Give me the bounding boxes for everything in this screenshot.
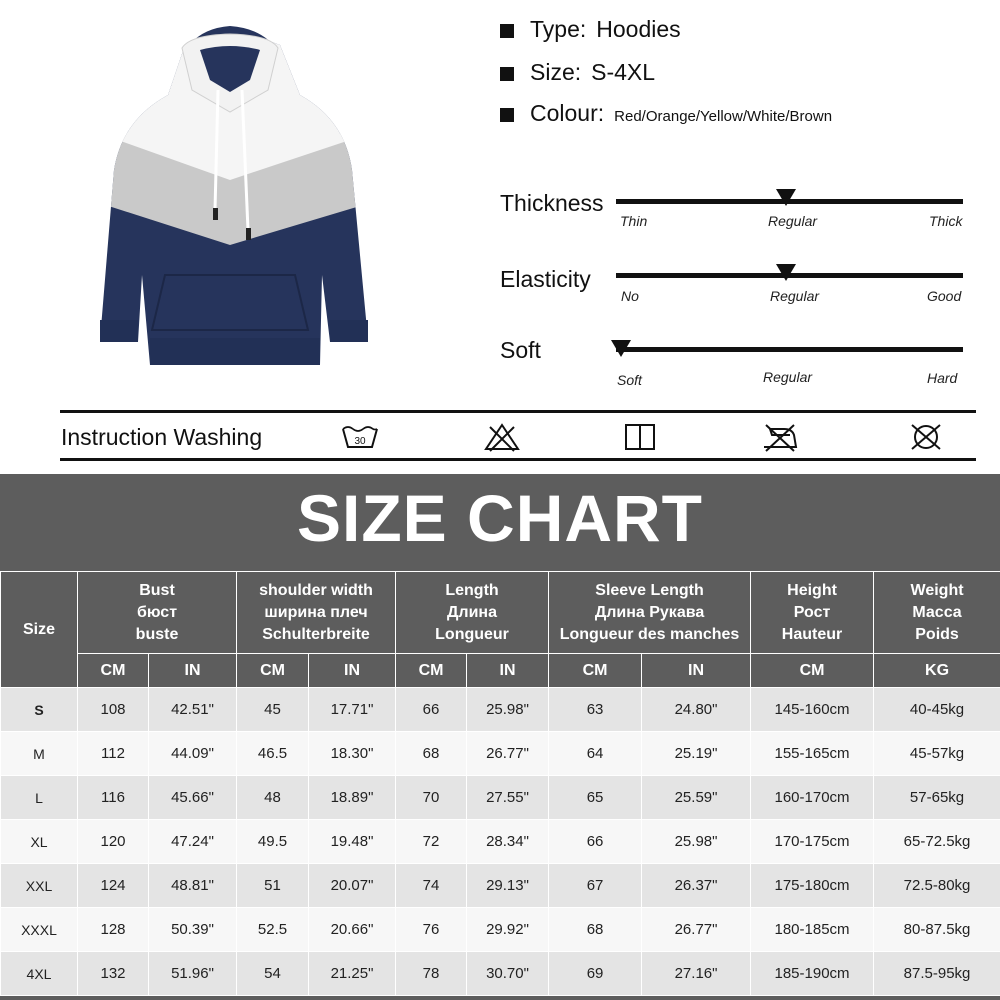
table-row xyxy=(1,908,1000,952)
header-size: Size xyxy=(1,572,78,688)
unit-header-cell: IN xyxy=(149,654,237,688)
table-cell: 74 xyxy=(396,864,467,908)
table-cell: 21.25" xyxy=(309,952,396,996)
size-cell: 4XL xyxy=(1,952,78,996)
unit-header-cell: IN xyxy=(642,654,751,688)
table-cell: 65-72.5kg xyxy=(874,820,1000,864)
unit-header-row xyxy=(1,654,1000,688)
header-length-en: Length xyxy=(445,581,499,599)
scale-soft-max: Hard xyxy=(927,370,958,386)
header-height-fr: Hauteur xyxy=(781,625,843,643)
spec-type-value: Hoodies xyxy=(596,16,681,42)
scale-thickness-name: Thickness xyxy=(500,190,604,216)
table-row xyxy=(1,952,1000,996)
spec-type xyxy=(500,16,681,43)
spec-colour-value: Red/Orange/Yellow/White/Brown xyxy=(614,108,833,125)
table-cell: 26.77" xyxy=(467,732,549,776)
header-shoulder-ru: ширина плеч xyxy=(264,603,368,621)
line-dry-icon xyxy=(620,421,660,453)
table-cell: 120 xyxy=(78,820,149,864)
no-bleach-icon xyxy=(482,421,522,453)
header-sleeve-ru: Длина Рукава xyxy=(594,603,705,621)
scale-elasticity-max: Good xyxy=(927,288,962,304)
header-bust-fr: buste xyxy=(135,625,179,643)
table-cell: 116 xyxy=(78,776,149,820)
scale-elasticity-marker xyxy=(776,264,796,281)
unit-header-cell: CM xyxy=(237,654,309,688)
header-weight-ru: Масса xyxy=(912,603,962,621)
scale-soft-name: Soft xyxy=(500,337,541,363)
scale-thickness-mid: Regular xyxy=(768,213,818,229)
header-height xyxy=(751,572,874,654)
table-row xyxy=(1,688,1000,732)
table-cell: 48.81" xyxy=(149,864,237,908)
spec-colour-label: Colour: xyxy=(530,100,605,126)
table-cell: 108 xyxy=(78,688,149,732)
table-cell: 67 xyxy=(549,864,642,908)
table-cell: 29.13" xyxy=(467,864,549,908)
header-height-en: Height xyxy=(787,581,837,599)
table-cell: 49.5 xyxy=(237,820,309,864)
table-cell: 27.16" xyxy=(642,952,751,996)
table-cell: 44.09" xyxy=(149,732,237,776)
table-cell: 70 xyxy=(396,776,467,820)
header-bust-en: Bust xyxy=(139,581,175,599)
table-cell: 20.07" xyxy=(309,864,396,908)
bullet-square xyxy=(500,24,514,38)
table-cell: 68 xyxy=(549,908,642,952)
header-shoulder xyxy=(237,572,396,654)
scale-soft-min: Soft xyxy=(617,372,642,388)
scale-soft-marker xyxy=(611,340,631,357)
table-row xyxy=(1,820,1000,864)
table-cell: 51.96" xyxy=(149,952,237,996)
table-cell: 45.66" xyxy=(149,776,237,820)
no-dryclean-icon xyxy=(906,421,946,453)
unit-header-cell: CM xyxy=(396,654,467,688)
hoodie-product-image xyxy=(90,20,380,370)
unit-header-cell: CM xyxy=(751,654,874,688)
size-cell: S xyxy=(1,688,78,732)
table-cell: 51 xyxy=(237,864,309,908)
table-cell: 42.51" xyxy=(149,688,237,732)
table-cell: 66 xyxy=(396,688,467,732)
unit-header-cell: KG xyxy=(874,654,1000,688)
table-cell: 30.70" xyxy=(467,952,549,996)
scale-elasticity-name: Elasticity xyxy=(500,266,591,292)
wash-instruction-label: Instruction Washing xyxy=(61,424,263,450)
table-cell: 145-160cm xyxy=(751,688,874,732)
spec-size-label: Size: xyxy=(530,59,582,85)
scale-soft-line xyxy=(616,347,963,352)
table-cell: 185-190cm xyxy=(751,952,874,996)
spec-type-label: Type: xyxy=(530,16,587,42)
wash-bottom-rule xyxy=(60,458,976,461)
unit-header-cell: IN xyxy=(467,654,549,688)
header-height-ru: Рост xyxy=(793,603,831,621)
spec-size-value: S-4XL xyxy=(591,59,656,85)
table-cell: 175-180cm xyxy=(751,864,874,908)
unit-header-cell: CM xyxy=(78,654,149,688)
size-chart-table xyxy=(0,571,1000,996)
table-cell: 48 xyxy=(237,776,309,820)
header-bust xyxy=(78,572,237,654)
bullet-square xyxy=(500,108,514,122)
table-cell: 20.66" xyxy=(309,908,396,952)
table-cell: 40-45kg xyxy=(874,688,1000,732)
table-cell: 87.5-95kg xyxy=(874,952,1000,996)
table-cell: 54 xyxy=(237,952,309,996)
header-shoulder-en: shoulder width xyxy=(259,581,373,599)
table-cell: 80-87.5kg xyxy=(874,908,1000,952)
table-cell: 29.92" xyxy=(467,908,549,952)
size-cell: XXXL xyxy=(1,908,78,952)
table-cell: 63 xyxy=(549,688,642,732)
spec-colour xyxy=(500,100,832,127)
table-cell: 57-65kg xyxy=(874,776,1000,820)
table-cell: 18.89" xyxy=(309,776,396,820)
wash-30-icon xyxy=(340,421,380,453)
table-cell: 45 xyxy=(237,688,309,732)
table-cell: 50.39" xyxy=(149,908,237,952)
table-cell: 69 xyxy=(549,952,642,996)
size-chart-title: SIZE CHART xyxy=(297,481,703,555)
scale-thickness-max: Thick xyxy=(929,213,963,229)
table-cell: 52.5 xyxy=(237,908,309,952)
header-weight-fr: Poids xyxy=(915,625,959,643)
scale-elasticity-min: No xyxy=(621,288,639,304)
table-cell: 78 xyxy=(396,952,467,996)
header-sleeve-fr: Longueur des manches xyxy=(559,625,740,643)
table-cell: 112 xyxy=(78,732,149,776)
size-cell: L xyxy=(1,776,78,820)
table-cell: 26.77" xyxy=(642,908,751,952)
table-cell: 25.19" xyxy=(642,732,751,776)
spec-size xyxy=(500,59,655,86)
table-cell: 76 xyxy=(396,908,467,952)
table-row xyxy=(1,732,1000,776)
table-cell: 28.34" xyxy=(467,820,549,864)
table-cell: 65 xyxy=(549,776,642,820)
table-cell: 46.5 xyxy=(237,732,309,776)
header-sleeve-en: Sleeve Length xyxy=(595,581,704,599)
table-cell: 72 xyxy=(396,820,467,864)
scale-thickness-marker xyxy=(776,189,796,206)
wash-top-rule xyxy=(60,410,976,413)
header-weight xyxy=(874,572,1000,654)
table-cell: 25.98" xyxy=(642,820,751,864)
header-length xyxy=(396,572,549,654)
no-iron-icon xyxy=(760,421,800,453)
scale-elasticity-mid: Regular xyxy=(770,288,820,304)
unit-header-cell: CM xyxy=(549,654,642,688)
table-cell: 132 xyxy=(78,952,149,996)
table-cell: 45-57kg xyxy=(874,732,1000,776)
table-cell: 68 xyxy=(396,732,467,776)
header-length-ru: Длина xyxy=(447,603,497,621)
header-length-fr: Longueur xyxy=(435,625,509,643)
table-cell: 24.80" xyxy=(642,688,751,732)
table-cell: 124 xyxy=(78,864,149,908)
scale-soft-mid: Regular xyxy=(763,369,813,385)
wash-temp-text: 30 xyxy=(354,436,366,447)
table-row xyxy=(1,776,1000,820)
header-weight-en: Weight xyxy=(910,581,964,599)
header-bust-ru: бюст xyxy=(136,603,178,621)
table-cell: 155-165cm xyxy=(751,732,874,776)
table-cell: 25.98" xyxy=(467,688,549,732)
table-cell: 17.71" xyxy=(309,688,396,732)
size-chart-body xyxy=(1,688,1000,996)
table-cell: 27.55" xyxy=(467,776,549,820)
table-cell: 170-175cm xyxy=(751,820,874,864)
table-cell: 18.30" xyxy=(309,732,396,776)
size-cell: M xyxy=(1,732,78,776)
table-cell: 26.37" xyxy=(642,864,751,908)
table-cell: 47.24" xyxy=(149,820,237,864)
table-cell: 66 xyxy=(549,820,642,864)
table-cell: 25.59" xyxy=(642,776,751,820)
table-row xyxy=(1,864,1000,908)
table-cell: 128 xyxy=(78,908,149,952)
size-cell: XXL xyxy=(1,864,78,908)
table-cell: 160-170cm xyxy=(751,776,874,820)
table-cell: 19.48" xyxy=(309,820,396,864)
table-cell: 64 xyxy=(549,732,642,776)
unit-header-cell: IN xyxy=(309,654,396,688)
scale-thickness-min: Thin xyxy=(620,213,648,229)
table-cell: 180-185cm xyxy=(751,908,874,952)
header-sleeve xyxy=(549,572,751,654)
header-shoulder-de: Schulterbreite xyxy=(262,625,370,643)
size-cell: XL xyxy=(1,820,78,864)
table-cell: 72.5-80kg xyxy=(874,864,1000,908)
bullet-square xyxy=(500,67,514,81)
